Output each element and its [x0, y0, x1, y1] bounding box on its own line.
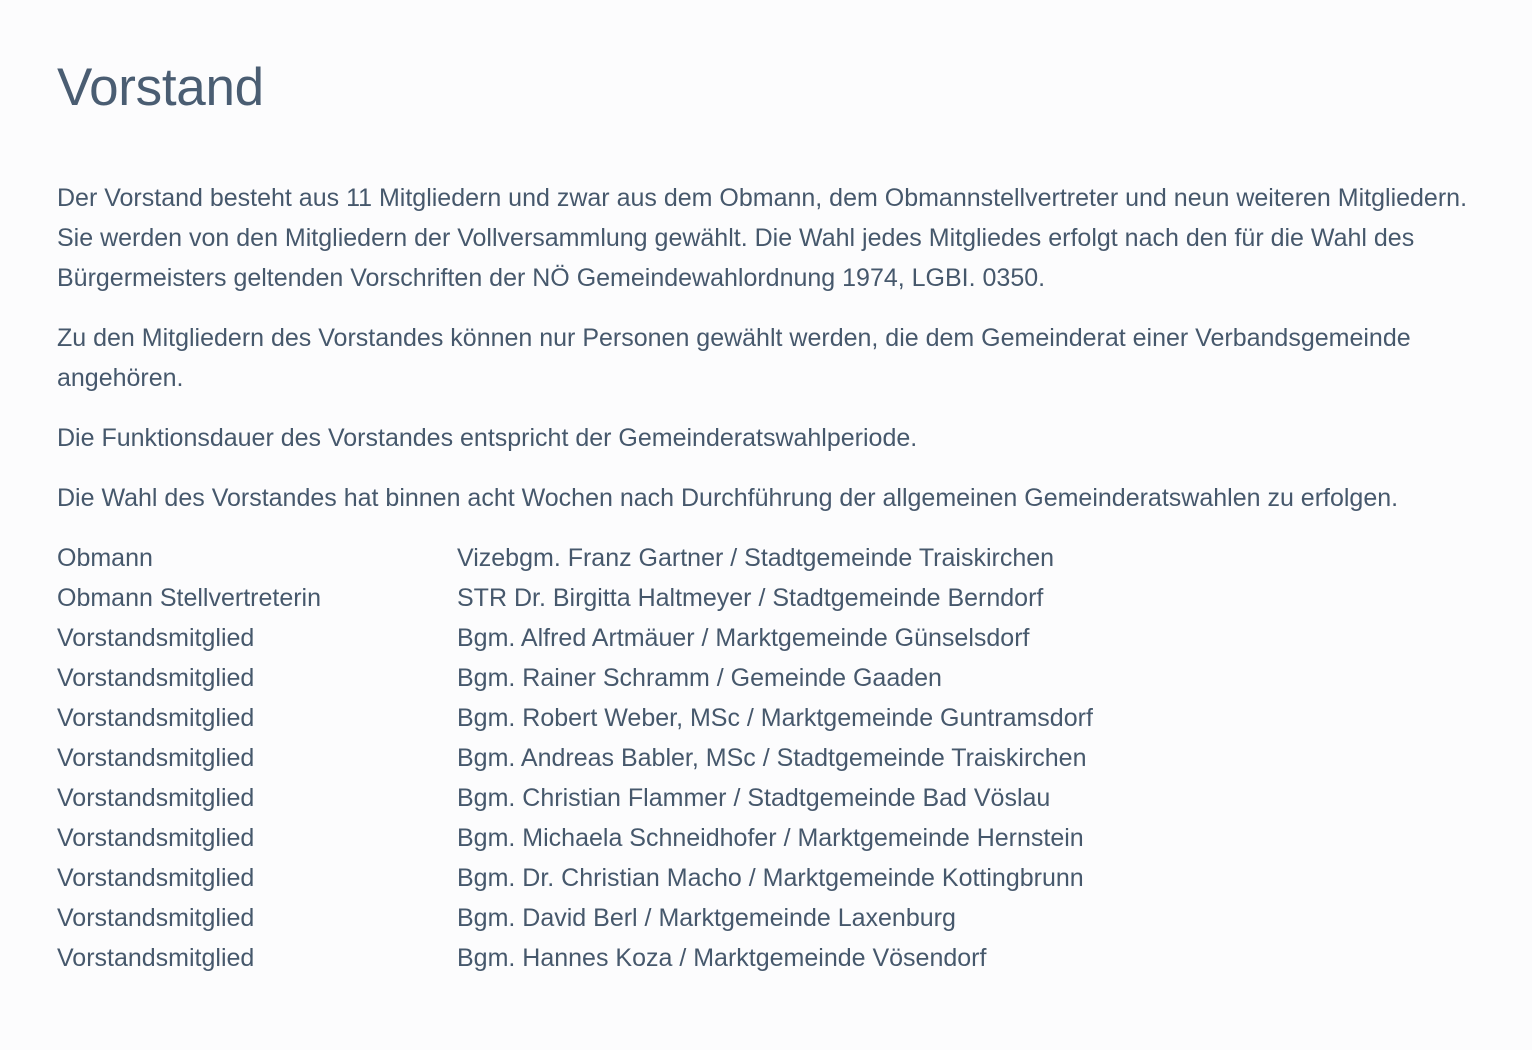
member-name: Bgm. Alfred Artmäuer / Marktgemeinde Günselsdorf	[457, 624, 1030, 652]
member-row	[57, 778, 1497, 818]
member-row	[57, 658, 1497, 698]
member-row	[57, 898, 1497, 938]
member-role: Vorstandsmitglied	[57, 944, 255, 972]
member-role: Vorstandsmitglied	[57, 664, 255, 692]
election-paragraph: Die Wahl des Vorstandes hat binnen acht Wochen nach Durchführung der allgemeinen Gemeinderatswahlen zu erfolgen.	[57, 484, 1399, 512]
intro-paragraph: Der Vorstand besteht aus 11 Mitgliedern und zwar aus dem Obmann, dem Obmannstellvertreter und neun weiteren Mitgliedern. Sie werden von den Mitgliedern der Vollversammlung gewählt. Die Wahl jedes Mitgliedes erfolgt nach den für die Wahl des Bürgermeisters geltenden Vorschriften der NÖ Gemeindewahlordnung 1974, LGBI. 0350.	[57, 184, 1468, 292]
main-content	[57, 0, 1497, 978]
page-title: Vorstand	[57, 58, 264, 117]
member-role: Vorstandsmitglied	[57, 864, 255, 892]
member-name: Bgm. Dr. Christian Macho / Marktgemeinde Kottingbrunn	[457, 864, 1084, 892]
member-name: Bgm. Andreas Babler, MSc / Stadtgemeinde Traiskirchen	[457, 744, 1087, 772]
member-row	[57, 618, 1497, 658]
member-role: Vorstandsmitglied	[57, 904, 255, 932]
member-name: Bgm. Robert Weber, MSc / Marktgemeinde Guntramsdorf	[457, 704, 1093, 732]
eligibility-paragraph: Zu den Mitgliedern des Vorstandes können nur Personen gewählt werden, die dem Gemeinderat einer Verbandsgemeinde angehören.	[57, 324, 1411, 392]
member-role: Obmann	[57, 544, 153, 572]
member-role: Vorstandsmitglied	[57, 824, 255, 852]
member-name: Vizebgm. Franz Gartner / Stadtgemeinde Traiskirchen	[457, 544, 1055, 572]
member-name: Bgm. Hannes Koza / Marktgemeinde Vösendorf	[457, 944, 987, 972]
member-name: Bgm. Michaela Schneidhofer / Marktgemeinde Hernstein	[457, 824, 1084, 852]
member-row	[57, 818, 1497, 858]
member-role: Vorstandsmitglied	[57, 784, 255, 812]
member-name: Bgm. David Berl / Marktgemeinde Laxenburg	[457, 904, 956, 932]
member-role: Obmann Stellvertreterin	[57, 584, 322, 612]
member-row	[57, 738, 1497, 778]
member-row	[57, 578, 1497, 618]
member-row	[57, 938, 1497, 978]
member-name: Bgm. Christian Flammer / Stadtgemeinde Bad Vöslau	[457, 784, 1051, 812]
member-name: STR Dr. Birgitta Haltmeyer / Stadtgemeinde Berndorf	[457, 584, 1044, 612]
member-row	[57, 858, 1497, 898]
term-paragraph: Die Funktionsdauer des Vorstandes entspricht der Gemeinderatswahlperiode.	[57, 424, 918, 452]
member-row	[57, 698, 1497, 738]
member-role: Vorstandsmitglied	[57, 624, 255, 652]
member-role: Vorstandsmitglied	[57, 744, 255, 772]
member-row	[57, 538, 1497, 578]
member-name: Bgm. Rainer Schramm / Gemeinde Gaaden	[457, 664, 942, 692]
member-role: Vorstandsmitglied	[57, 704, 255, 732]
members-list	[57, 538, 1497, 978]
